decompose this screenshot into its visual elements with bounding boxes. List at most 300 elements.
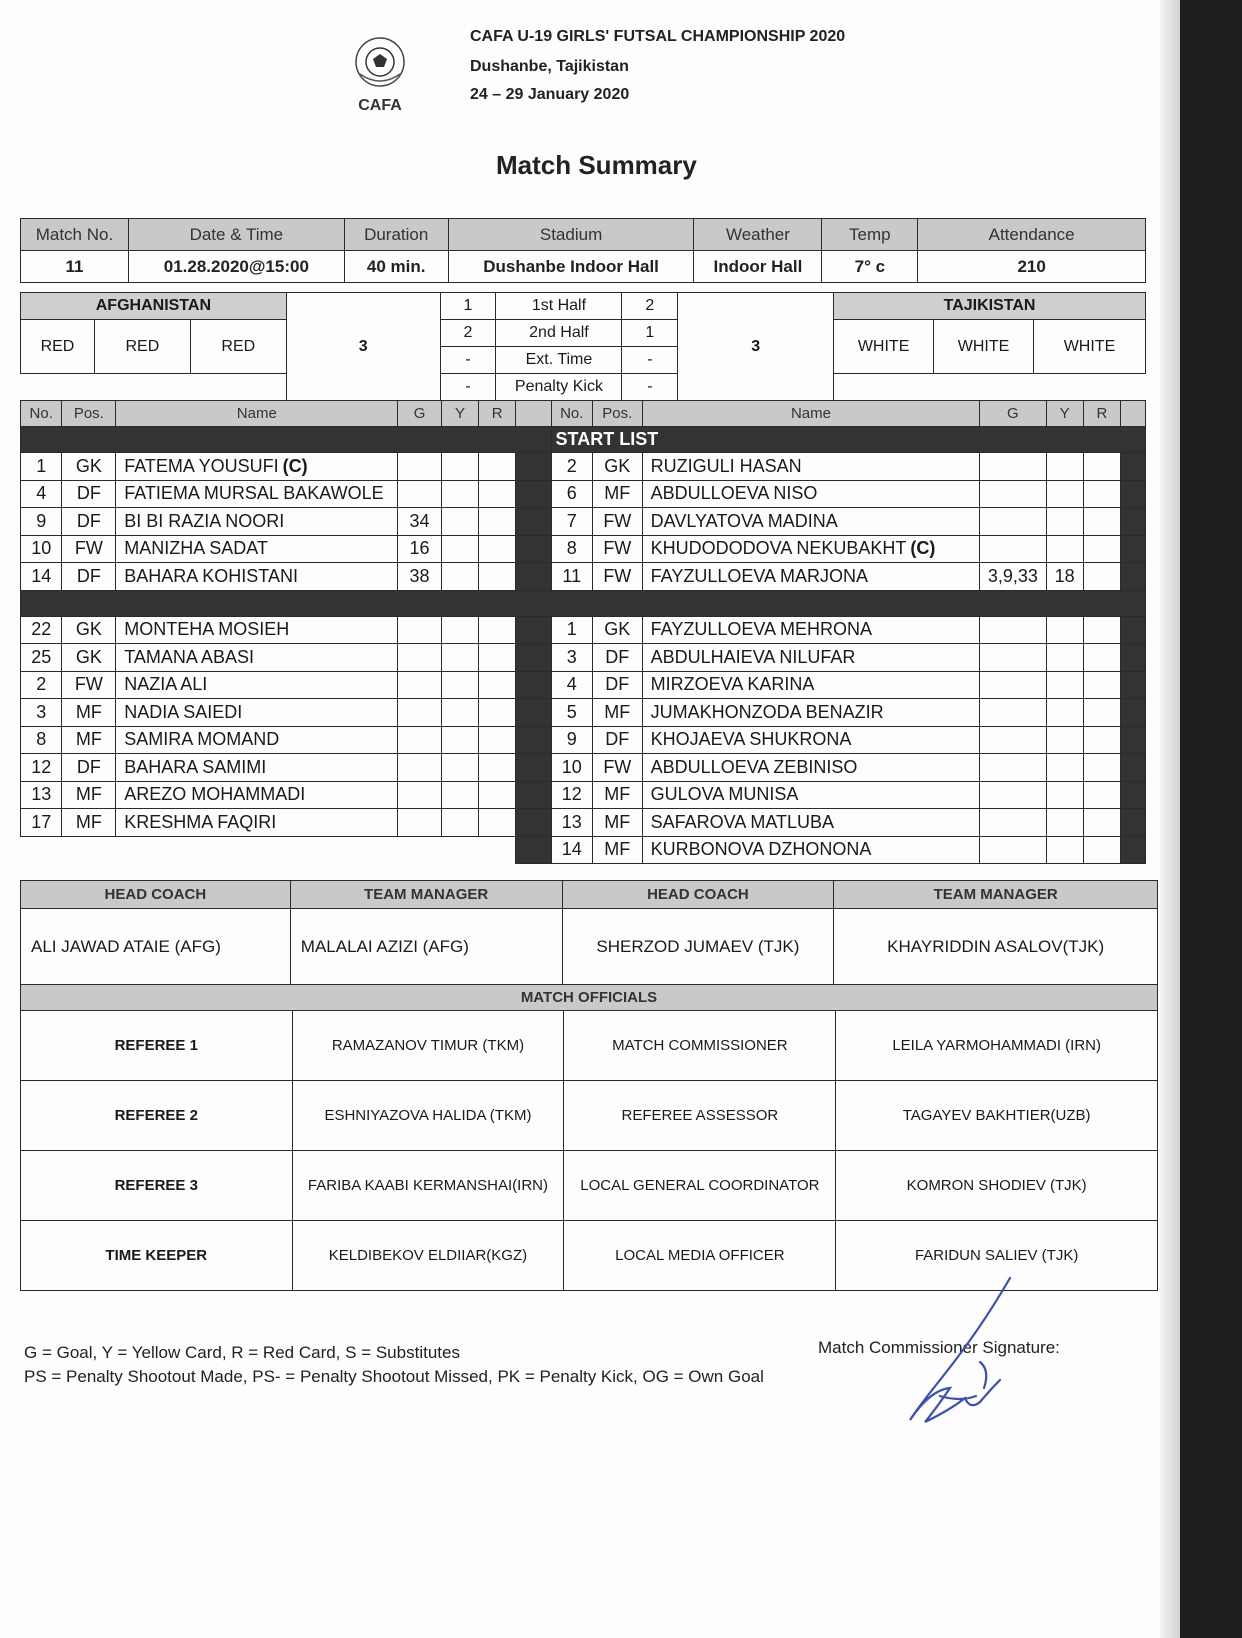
header-attendance: Attendance — [918, 219, 1146, 251]
away-player-goals: 3,9,33 — [980, 563, 1046, 591]
away-sub-goals — [980, 699, 1046, 727]
home-sub-yellow — [441, 781, 478, 809]
away-header-r: R — [1083, 401, 1120, 427]
away-header-y: Y — [1046, 401, 1083, 427]
away-sub-red — [1083, 644, 1120, 672]
right-divider — [1121, 401, 1146, 427]
home-sub-yellow — [441, 644, 478, 672]
away-player-red — [1083, 563, 1120, 591]
home-sub-no: 12 — [21, 754, 62, 782]
away-team-manager: KHAYRIDDIN ASALOV(TJK) — [834, 909, 1158, 985]
home-sub-no: 2 — [21, 671, 62, 699]
official-name-left: ESHNIYAZOVA HALIDA (TKM) — [292, 1081, 564, 1151]
away-player-name — [642, 535, 980, 563]
away-player-no: 7 — [551, 508, 592, 536]
home-sub-no: 22 — [21, 616, 62, 644]
page-shadow-edge — [1160, 0, 1182, 1638]
home-header-g: G — [398, 401, 441, 427]
legend-line-1: G = Goal, Y = Yellow Card, R = Red Card, S = Substitutes — [24, 1343, 460, 1362]
home-sub-yellow — [441, 809, 478, 837]
right-divider — [1121, 644, 1146, 672]
starter-row — [21, 535, 1146, 563]
away-sub-no: 5 — [551, 699, 592, 727]
right-divider — [1121, 809, 1146, 837]
right-divider — [1121, 726, 1146, 754]
home-sub-red — [479, 809, 516, 837]
away-color-spacer — [834, 374, 1146, 401]
away-sub-yellow — [1046, 644, 1083, 672]
home-sub-name: KRESHMA FAQIRI — [116, 809, 398, 837]
subs-separator-band — [21, 590, 1146, 616]
dark-background-edge — [1180, 0, 1242, 1638]
away-sub-name: MIRZOEVA KARINA — [642, 671, 980, 699]
away-sub-goals — [980, 836, 1046, 864]
away-player-name — [642, 508, 980, 536]
away-sub-no: 12 — [551, 781, 592, 809]
home-period-3: - — [440, 347, 496, 374]
home-player-pos: GK — [62, 453, 116, 481]
away-sub-no: 10 — [551, 754, 592, 782]
official-role-right: REFEREE ASSESSOR — [564, 1081, 836, 1151]
away-sub-pos: FW — [592, 754, 642, 782]
signature-scribble-icon — [880, 1270, 1040, 1440]
middle-divider — [516, 809, 551, 837]
away-header-name: Name — [642, 401, 980, 427]
sub-row — [21, 781, 1146, 809]
home-period-2: 2 — [440, 320, 496, 347]
sub-row — [21, 616, 1146, 644]
away-player-red — [1083, 535, 1120, 563]
home-sub-no: 25 — [21, 644, 62, 672]
home-player-yellow — [441, 453, 478, 481]
championship-dates: 24 – 29 January 2020 — [470, 86, 630, 103]
away-sub-red — [1083, 836, 1120, 864]
away-sub-name: GULOVA MUNISA — [642, 781, 980, 809]
away-sub-pos: GK — [592, 616, 642, 644]
away-sub-red — [1083, 616, 1120, 644]
home-player-no: 10 — [21, 535, 62, 563]
middle-divider — [516, 644, 551, 672]
home-player-goals: 16 — [398, 535, 441, 563]
away-total-score: 3 — [678, 293, 834, 401]
home-sub-goals — [398, 699, 441, 727]
home-sub-name: TAMANA ABASI — [116, 644, 398, 672]
away-sub-name: ABDULHAIEVA NILUFAR — [642, 644, 980, 672]
home-player-yellow — [441, 508, 478, 536]
header-temp: Temp — [822, 219, 918, 251]
right-divider — [1121, 508, 1146, 536]
away-player-red — [1083, 453, 1120, 481]
middle-divider — [516, 508, 551, 536]
away-player-goals — [980, 535, 1046, 563]
away-player-name — [642, 453, 980, 481]
away-player-no: 6 — [551, 480, 592, 508]
home-sub-name: BAHARA SAMIMI — [116, 754, 398, 782]
away-sub-no: 13 — [551, 809, 592, 837]
home-player-name — [116, 453, 398, 481]
right-divider — [1121, 671, 1146, 699]
away-color-1: WHITE — [834, 320, 934, 374]
away-player-yellow — [1046, 480, 1083, 508]
away-period-2: 1 — [622, 320, 678, 347]
home-player-goals: 38 — [398, 563, 441, 591]
home-player-goals: 34 — [398, 508, 441, 536]
home-header-y: Y — [441, 401, 478, 427]
home-sub-goals — [398, 809, 441, 837]
home-head-coach: ALI JAWAD ATAIE (AFG) — [21, 909, 291, 985]
home-color-spacer — [21, 374, 287, 401]
attendance: 210 — [918, 251, 1146, 283]
away-sub-red — [1083, 809, 1120, 837]
right-divider — [1121, 781, 1146, 809]
away-head-coach: SHERZOD JUMAEV (TJK) — [562, 909, 834, 985]
middle-divider — [516, 699, 551, 727]
player-name-text: FAYZULLOEVA MARJONA — [650, 565, 869, 586]
officials-table — [20, 984, 1158, 1291]
sub-row — [21, 671, 1146, 699]
official-role-left: TIME KEEPER — [21, 1221, 293, 1291]
official-role-right: MATCH COMMISSIONER — [564, 1011, 836, 1081]
home-sub-goals — [398, 726, 441, 754]
home-header-pos: Pos. — [62, 401, 116, 427]
away-player-pos: FW — [592, 535, 642, 563]
home-color-2: RED — [94, 320, 190, 374]
sub-row — [21, 699, 1146, 727]
home-sub-yellow — [441, 671, 478, 699]
home-sub-red — [479, 781, 516, 809]
header-date-time: Date & Time — [128, 219, 344, 251]
home-player-name — [116, 563, 398, 591]
away-sub-yellow — [1046, 809, 1083, 837]
home-header-name: Name — [116, 401, 398, 427]
away-sub-yellow — [1046, 671, 1083, 699]
home-player-red — [479, 508, 516, 536]
away-period-4: - — [622, 374, 678, 401]
middle-divider — [516, 616, 551, 644]
home-sub-yellow — [441, 616, 478, 644]
away-player-pos: GK — [592, 453, 642, 481]
middle-divider — [516, 563, 551, 591]
home-sub-pos: MF — [62, 726, 116, 754]
away-sub-name: KHOJAEVA SHUKRONA — [642, 726, 980, 754]
sub-row — [21, 809, 1146, 837]
official-name-right: TAGAYEV BAKHTIER(UZB) — [836, 1081, 1158, 1151]
away-header-g: G — [980, 401, 1046, 427]
away-player-goals — [980, 508, 1046, 536]
away-player-yellow — [1046, 508, 1083, 536]
right-divider — [1121, 754, 1146, 782]
away-sub-yellow — [1046, 781, 1083, 809]
middle-divider — [516, 754, 551, 782]
home-player-no: 9 — [21, 508, 62, 536]
home-period-1: 1 — [440, 293, 496, 320]
home-player-red — [479, 453, 516, 481]
player-name-text: ABDULLOEVA NISO — [650, 483, 818, 504]
away-sub-pos: MF — [592, 836, 642, 864]
home-sub-no: 8 — [21, 726, 62, 754]
legend-line-2: PS = Penalty Shootout Made, PS- = Penalty Shootout Missed, PK = Penalty Kick, OG = Own Goal — [24, 1367, 764, 1386]
home-sub-red — [479, 699, 516, 727]
away-period-3: - — [622, 347, 678, 374]
home-head-coach-label: HEAD COACH — [21, 881, 291, 909]
official-role-left: REFEREE 3 — [21, 1151, 293, 1221]
home-player-pos: FW — [62, 535, 116, 563]
away-color-2: WHITE — [934, 320, 1034, 374]
period-label-1: 1st Half — [496, 293, 622, 320]
starters-body — [21, 453, 1146, 591]
match-info-table — [20, 218, 1146, 283]
right-divider — [1121, 616, 1146, 644]
away-player-goals — [980, 480, 1046, 508]
player-name-text: DAVLYATOVA MADINA — [650, 510, 838, 531]
home-player-red — [479, 563, 516, 591]
player-name-text: MANIZHA SADAT — [124, 538, 268, 559]
away-sub-no: 1 — [551, 616, 592, 644]
away-sub-red — [1083, 726, 1120, 754]
away-player-pos: FW — [592, 563, 642, 591]
right-divider — [1121, 535, 1146, 563]
away-player-red — [1083, 480, 1120, 508]
captain-marker: (C) — [910, 538, 936, 559]
away-player-red — [1083, 508, 1120, 536]
away-sub-goals — [980, 671, 1046, 699]
away-sub-yellow — [1046, 836, 1083, 864]
home-sub-name: NADIA SAIEDI — [116, 699, 398, 727]
home-player-red — [479, 535, 516, 563]
right-divider — [1121, 453, 1146, 481]
home-sub-yellow — [441, 699, 478, 727]
cafa-logo-icon — [344, 30, 416, 120]
officials-title: MATCH OFFICIALS — [21, 985, 1158, 1011]
away-player-name — [642, 563, 980, 591]
away-sub-no: 3 — [551, 644, 592, 672]
date-time: 01.28.2020@15:00 — [128, 251, 344, 283]
middle-divider — [516, 535, 551, 563]
home-sub-goals — [398, 671, 441, 699]
start-list-label: START LIST — [551, 427, 1145, 453]
sub-row — [21, 754, 1146, 782]
home-player-yellow — [441, 563, 478, 591]
away-player-no: 8 — [551, 535, 592, 563]
away-sub-pos: MF — [592, 699, 642, 727]
home-sub-pos: GK — [62, 644, 116, 672]
header-duration: Duration — [344, 219, 448, 251]
middle-divider — [516, 726, 551, 754]
home-sub-pos: MF — [62, 699, 116, 727]
home-total-score: 3 — [286, 293, 440, 401]
page-title: Match Summary — [496, 150, 697, 180]
right-divider — [1121, 563, 1146, 591]
home-sub-goals — [398, 616, 441, 644]
away-sub-yellow — [1046, 616, 1083, 644]
away-sub-goals — [980, 726, 1046, 754]
home-sub-no: 13 — [21, 781, 62, 809]
home-sub-empty — [21, 836, 516, 864]
starter-row — [21, 480, 1146, 508]
player-name-text: FATIEMA MURSAL BAKAWOLE — [124, 483, 384, 504]
home-player-pos: DF — [62, 563, 116, 591]
away-sub-yellow — [1046, 754, 1083, 782]
home-sub-name: SAMIRA MOMAND — [116, 726, 398, 754]
home-player-goals — [398, 453, 441, 481]
starter-row — [21, 563, 1146, 591]
championship-location: Dushanbe, Tajikistan — [470, 58, 629, 75]
championship-title: CAFA U-19 GIRLS' FUTSAL CHAMPIONSHIP 2020 — [470, 28, 846, 45]
home-player-name — [116, 535, 398, 563]
away-sub-red — [1083, 781, 1120, 809]
middle-divider — [516, 781, 551, 809]
right-divider — [1121, 836, 1146, 864]
home-sub-goals — [398, 754, 441, 782]
away-sub-goals — [980, 754, 1046, 782]
header-stadium: Stadium — [448, 219, 694, 251]
middle-divider — [516, 836, 551, 864]
away-sub-pos: MF — [592, 781, 642, 809]
home-sub-goals — [398, 644, 441, 672]
away-player-name — [642, 480, 980, 508]
official-name-right: FARIDUN SALIEV (TJK) — [836, 1221, 1158, 1291]
period-label-4: Penalty Kick — [496, 374, 622, 401]
away-head-coach-label: HEAD COACH — [562, 881, 834, 909]
period-label-2: 2nd Half — [496, 320, 622, 347]
home-sub-no: 17 — [21, 809, 62, 837]
home-sub-pos: MF — [62, 781, 116, 809]
away-player-goals — [980, 453, 1046, 481]
official-name-left: RAMAZANOV TIMUR (TKM) — [292, 1011, 564, 1081]
official-row — [21, 1081, 1158, 1151]
away-sub-pos: DF — [592, 671, 642, 699]
official-role-left: REFEREE 2 — [21, 1081, 293, 1151]
away-sub-goals — [980, 616, 1046, 644]
captain-marker: (C) — [282, 455, 308, 476]
away-period-1: 2 — [622, 293, 678, 320]
away-sub-name: JUMAKHONZODA BENAZIR — [642, 699, 980, 727]
home-player-red — [479, 480, 516, 508]
away-sub-pos: DF — [592, 644, 642, 672]
away-team-manager-label: TEAM MANAGER — [834, 881, 1158, 909]
home-color-1: RED — [21, 320, 95, 374]
home-sub-pos: DF — [62, 754, 116, 782]
home-sub-red — [479, 616, 516, 644]
duration: 40 min. — [344, 251, 448, 283]
official-role-right: LOCAL GENERAL COORDINATOR — [564, 1151, 836, 1221]
player-name-text: BI BI RAZIA NOORI — [124, 510, 285, 531]
away-player-pos: MF — [592, 480, 642, 508]
away-sub-no: 9 — [551, 726, 592, 754]
signature-label: Match Commissioner Signature: — [818, 1338, 1060, 1357]
official-role-right: LOCAL MEDIA OFFICER — [564, 1221, 836, 1291]
home-sub-goals — [398, 781, 441, 809]
sub-row — [21, 836, 1146, 864]
right-divider — [1121, 480, 1146, 508]
match-no: 11 — [21, 251, 129, 283]
home-team-name: AFGHANISTAN — [21, 293, 287, 320]
home-sub-yellow — [441, 754, 478, 782]
score-table — [20, 292, 1146, 401]
officials-body — [21, 1011, 1158, 1291]
away-sub-red — [1083, 671, 1120, 699]
home-player-no: 1 — [21, 453, 62, 481]
home-sub-red — [479, 754, 516, 782]
player-name-text: RUZIGULI HASAN — [650, 455, 802, 476]
home-player-pos: DF — [62, 508, 116, 536]
player-name-text: FATEMA YOUSUFI — [124, 455, 279, 476]
player-name-text: BAHARA KOHISTANI — [124, 565, 298, 586]
home-player-name — [116, 480, 398, 508]
official-row — [21, 1151, 1158, 1221]
away-sub-name: ABDULLOEVA ZEBINISO — [642, 754, 980, 782]
official-role-left: REFEREE 1 — [21, 1011, 293, 1081]
away-sub-goals — [980, 781, 1046, 809]
away-sub-no: 14 — [551, 836, 592, 864]
home-period-4: - — [440, 374, 496, 401]
official-name-right: KOMRON SHODIEV (TJK) — [836, 1151, 1158, 1221]
away-sub-no: 4 — [551, 671, 592, 699]
home-player-name — [116, 508, 398, 536]
home-sub-red — [479, 644, 516, 672]
home-team-manager: MALALAI AZIZI (AFG) — [290, 909, 562, 985]
home-sub-no: 3 — [21, 699, 62, 727]
away-sub-goals — [980, 644, 1046, 672]
temp: 7° c — [822, 251, 918, 283]
home-color-3: RED — [190, 320, 286, 374]
home-sub-pos: MF — [62, 809, 116, 837]
away-player-yellow — [1046, 453, 1083, 481]
away-player-pos: FW — [592, 508, 642, 536]
away-sub-yellow — [1046, 699, 1083, 727]
away-player-no: 2 — [551, 453, 592, 481]
official-name-left: KELDIBEKOV ELDIIAR(KGZ) — [292, 1221, 564, 1291]
away-color-3: WHITE — [1033, 320, 1145, 374]
away-sub-yellow — [1046, 726, 1083, 754]
away-header-no: No. — [551, 401, 592, 427]
away-player-yellow — [1046, 535, 1083, 563]
home-sub-yellow — [441, 726, 478, 754]
away-sub-red — [1083, 699, 1120, 727]
home-sub-name: AREZO MOHAMMADI — [116, 781, 398, 809]
stadium: Dushanbe Indoor Hall — [448, 251, 694, 283]
official-name-left: FARIBA KAABI KERMANSHAI(IRN) — [292, 1151, 564, 1221]
starter-row — [21, 453, 1146, 481]
away-sub-name: KURBONOVA DZHONONA — [642, 836, 980, 864]
home-player-pos: DF — [62, 480, 116, 508]
home-player-yellow — [441, 535, 478, 563]
middle-divider — [516, 401, 551, 427]
home-sub-red — [479, 671, 516, 699]
away-team-name: TAJIKISTAN — [834, 293, 1146, 320]
home-sub-pos: FW — [62, 671, 116, 699]
right-divider — [1121, 699, 1146, 727]
away-sub-pos: MF — [592, 809, 642, 837]
period-label-3: Ext. Time — [496, 347, 622, 374]
players-table — [20, 400, 1146, 864]
home-sub-red — [479, 726, 516, 754]
official-name-right: LEILA YARMOHAMMADI (IRN) — [836, 1011, 1158, 1081]
away-sub-name: FAYZULLOEVA MEHRONA — [642, 616, 980, 644]
sub-row — [21, 644, 1146, 672]
logo-text: CAFA — [358, 97, 402, 114]
away-player-no: 11 — [551, 563, 592, 591]
away-sub-red — [1083, 754, 1120, 782]
official-row — [21, 1011, 1158, 1081]
home-sub-pos: GK — [62, 616, 116, 644]
header-match-no: Match No. — [21, 219, 129, 251]
middle-divider — [516, 453, 551, 481]
home-header-no: No. — [21, 401, 62, 427]
weather: Indoor Hall — [694, 251, 822, 283]
home-player-yellow — [441, 480, 478, 508]
home-player-no: 14 — [21, 563, 62, 591]
